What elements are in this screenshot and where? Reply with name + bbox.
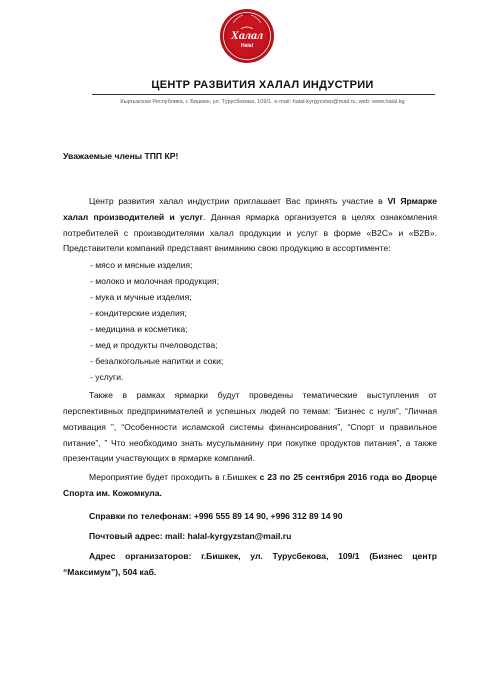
event-dates: с 23 по 25 сентября 2016 года во Дворце Спорта им. Кожомкула. (63, 472, 437, 498)
intro-paragraph: Центр развития халал индустрии приглашает Вас принять участие в VI Ярмарке халал производителей и услуг. Данная ярмарка организуется в целях ознакомления потребителей с производителями халал продукции и услуг в форме «B2C» и «B2B». Представители компаний представят вниманию свою продукцию в ассортименте: (63, 196, 438, 254)
org-title: ЦЕНТР РАЗВИТИЯ ХАЛАЛ ИНДУСТРИИ (151, 79, 374, 91)
topics-paragraph: Также в рамках ярмарки будут проведены тематические выступления от перспективных предпринимателей и успешных людей по темам: “Бизнес с нуля”, “Личная мотивация ”, “Особенности исламской системы финансирования”, “Спорт и правильное питание”, ” Что необходимо знать мусульманину при покупке продуктов питания”, а также презентации участвующих в ярмарке компаний. (63, 390, 437, 464)
list-item: - медицина и косметика; (90, 324, 188, 335)
org-address-line: Кыргызская Республика, г. Бишкек, ул. Турусбекова, 109/1. e-mail: halal-kyrgyzstan@mail.ru, web: www.halal.kg (120, 99, 405, 105)
fair-name: VI Ярмарке халал производителей и услуг (63, 196, 437, 222)
product-list (63, 257, 437, 385)
halal-logo (219, 8, 275, 64)
list-item: - мука и мучные изделия; (90, 292, 192, 303)
list-item: - кондитерские изделия; (90, 308, 187, 319)
phones-line: Справки по телефонам: +996 555 89 14 90, +996 312 89 14 90 (89, 510, 343, 521)
logo-subtext: Halal (241, 43, 253, 49)
event-paragraph: Мероприятие будет проходить в г.Бишкек с 23 по 25 сентября 2016 года во Дворце Спорта им. Кожомкула. (63, 472, 437, 498)
greeting: Уважаемые члены ТПП КР! (63, 151, 179, 161)
list-item: - молоко и молочная продукция; (90, 276, 219, 287)
list-item: - мед и продукты пчеловодства; (90, 340, 218, 351)
email-line: Почтовый адрес: mail: halal-kyrgyzstan@mail.ru (89, 530, 292, 541)
letter-body (63, 194, 437, 580)
list-item: - услуги. (90, 372, 124, 383)
header-divider (92, 94, 435, 95)
list-item: - мясо и мясные изделия; (90, 260, 193, 271)
contacts-block (63, 508, 437, 580)
list-item: - безалкогольные напитки и соки; (90, 356, 224, 367)
logo-wordmark: Халал (230, 28, 264, 42)
organizer-address: Адрес организаторов: г.Бишкек, ул. Турусбекова, 109/1 (Бизнес центр “Максимум”), 504 каб. (63, 550, 437, 577)
